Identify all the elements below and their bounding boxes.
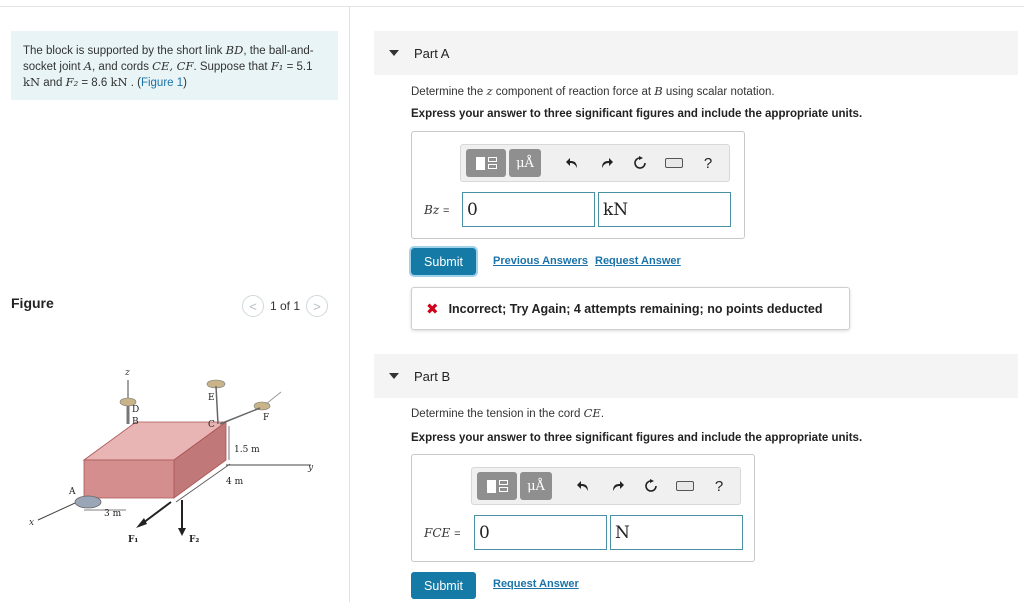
template-block-icon (487, 480, 496, 493)
block-front (84, 460, 174, 498)
label-b: B (132, 417, 139, 427)
reset-icon[interactable] (623, 149, 657, 177)
next-figure-button[interactable]: > (306, 295, 328, 317)
collapse-icon[interactable] (389, 50, 399, 56)
part-a-instruction: Express your answer to three significant figures and include the appropriate units. (411, 108, 863, 120)
template-block-icon (476, 157, 485, 170)
label-c: C (208, 420, 215, 430)
part-b-label: Part B (414, 368, 451, 384)
problem-text: . Suppose that (193, 61, 271, 73)
part-b-question (411, 406, 604, 420)
problem-var: F₂ (65, 75, 79, 89)
unit-input[interactable]: kN (598, 192, 731, 227)
answer-label (424, 526, 474, 540)
answer-symbol: FCE (424, 525, 451, 540)
value-input[interactable]: 0 (462, 192, 595, 227)
part-a-label: Part A (414, 45, 450, 61)
figure-pager (242, 295, 328, 317)
part-b-answer-box (411, 454, 755, 562)
support-f-line (266, 392, 281, 404)
figure-title: Figure (11, 295, 54, 311)
part-a-answer-box (411, 131, 745, 239)
question-text: . (600, 408, 605, 420)
value-input[interactable]: 0 (474, 515, 607, 550)
label-a: A (69, 487, 76, 497)
label-f2: F₂ (189, 535, 200, 545)
label-dim-15: 1.5 m (234, 445, 260, 455)
templates-button[interactable] (477, 472, 517, 500)
problem-var: F₁ (270, 59, 284, 73)
problem-text: , the ball-and-socket joint (23, 45, 314, 73)
question-var: B (654, 84, 663, 98)
request-answer-link[interactable]: Request Answer (595, 255, 681, 267)
problem-text: The block is supported by the short link (23, 45, 226, 57)
request-answer-link[interactable]: Request Answer (493, 578, 579, 590)
collapse-icon[interactable] (389, 373, 399, 379)
label-y: y (308, 463, 314, 473)
help-icon[interactable]: ? (703, 154, 713, 172)
label-e: E (208, 393, 215, 403)
reset-icon[interactable] (634, 472, 668, 500)
problem-text: = 5.1 (283, 61, 313, 73)
label-x: x (29, 518, 35, 528)
equals-sign: = (442, 204, 450, 217)
label-dim-4: 4 m (226, 477, 244, 487)
keyboard-icon[interactable] (668, 472, 702, 500)
redo-icon[interactable] (589, 149, 623, 177)
force-f2-head (178, 528, 186, 536)
cord-ce (216, 386, 218, 424)
symbols-button[interactable]: μÅ (509, 149, 541, 177)
part-b-answer-row (424, 515, 743, 550)
label-f1: F₁ (128, 535, 139, 545)
equals-sign: = (454, 527, 461, 540)
template-stack-icon (499, 480, 508, 492)
label-d: D (132, 405, 140, 415)
label-dim-3: 3 m (104, 509, 122, 519)
previous-answers-link[interactable]: Previous Answers (493, 255, 588, 267)
question-text: using scalar notation. (662, 86, 775, 98)
part-b-submit-button[interactable]: Submit (411, 572, 476, 599)
undo-icon[interactable] (555, 149, 589, 177)
keyboard-icon[interactable] (657, 149, 691, 177)
part-b-instruction: Express your answer to three significant figures and include the appropriate units. (411, 432, 863, 444)
templates-button[interactable] (466, 149, 506, 177)
problem-text: = 8.6 (78, 77, 111, 89)
label-z: z (125, 368, 130, 378)
panel-divider (349, 6, 350, 602)
part-a-header[interactable] (374, 31, 1018, 75)
problem-text: . ( (127, 77, 141, 89)
question-text: Determine the tension in the cord (411, 408, 584, 420)
problem-unit: kN (110, 75, 128, 89)
question-text: Determine the (411, 86, 487, 98)
math-toolbar (460, 144, 730, 182)
feedback-text: Incorrect; Try Again; 4 attempts remaining; no points deducted (448, 301, 823, 316)
force-f1-head (136, 518, 147, 528)
problem-statement (11, 31, 338, 100)
figure-page-count: 1 of 1 (270, 299, 301, 313)
problem-var: A (83, 59, 93, 73)
problem-var: CE, CF (152, 59, 194, 73)
part-b-header[interactable] (374, 354, 1018, 398)
problem-var: BD (225, 43, 244, 57)
problem-text: ) (183, 77, 187, 89)
prev-figure-button[interactable]: < (242, 295, 264, 317)
label-f: F (263, 413, 270, 423)
problem-text: , and cords (92, 61, 153, 73)
joint-a (75, 496, 101, 508)
redo-icon[interactable] (600, 472, 634, 500)
answer-label (424, 203, 462, 217)
math-toolbar (471, 467, 741, 505)
figure-link[interactable]: Figure 1 (140, 77, 184, 89)
help-icon[interactable]: ? (714, 477, 724, 495)
problem-text: and (40, 77, 66, 89)
question-var: z (486, 84, 493, 98)
figure-diagram (26, 360, 336, 550)
part-a-question (411, 84, 775, 98)
part-a-submit-button[interactable]: Submit (411, 248, 476, 275)
part-a-answer-row (424, 192, 731, 227)
question-text: component of reaction force at (492, 86, 655, 98)
top-border (0, 6, 1024, 7)
problem-unit: kN (23, 75, 41, 89)
feedback-message (411, 287, 850, 330)
question-var: CE (583, 406, 601, 420)
symbols-button[interactable]: μÅ (520, 472, 552, 500)
error-icon: ✖ (426, 300, 439, 318)
answer-symbol: Bz (424, 202, 440, 217)
cord-cf (220, 408, 260, 424)
template-stack-icon (488, 157, 497, 169)
undo-icon[interactable] (566, 472, 600, 500)
unit-input[interactable]: N (610, 515, 743, 550)
